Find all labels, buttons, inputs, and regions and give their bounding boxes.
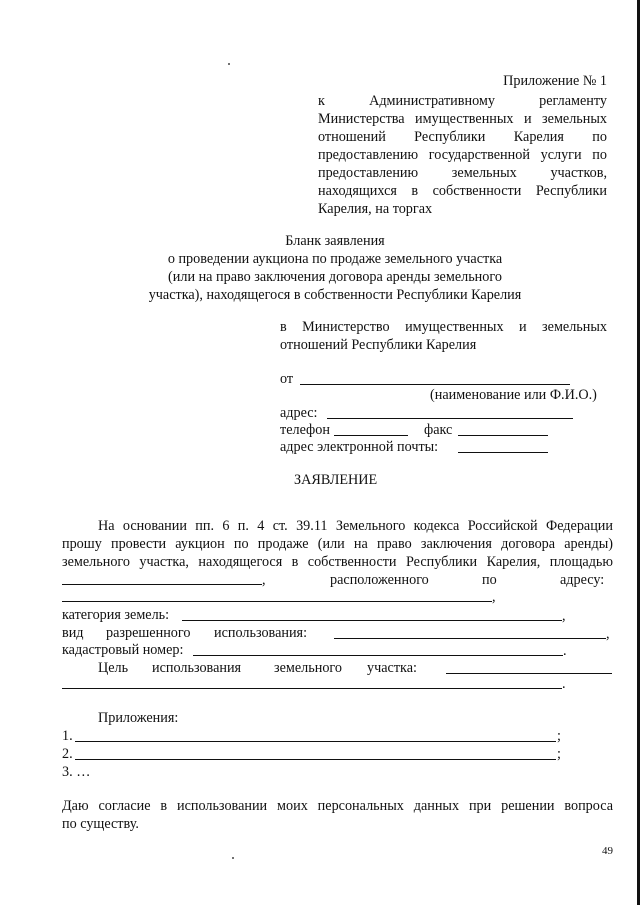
punctuation: ; <box>557 746 561 762</box>
from-label: от <box>280 371 294 387</box>
addressee-line: в Министерство имущественных и земельных <box>280 319 607 335</box>
phone-field[interactable] <box>334 435 408 436</box>
fax-field[interactable] <box>458 435 548 436</box>
email-field[interactable] <box>458 452 548 453</box>
fax-label: факс <box>424 422 453 438</box>
punctuation: . <box>563 643 567 659</box>
land-category-field[interactable] <box>182 620 562 621</box>
scan-speck <box>232 857 234 859</box>
appendix-line: находящихся в собственности Республики <box>318 183 607 199</box>
from-field[interactable] <box>300 384 570 385</box>
appendix-title: Приложение № 1 <box>503 73 607 89</box>
purpose-word: земельного <box>274 660 342 676</box>
consent-line: по существу. <box>62 816 139 832</box>
body-line: На основании пп. 6 п. 4 ст. 39.11 Земельного кодекса Российской Федерации <box>98 518 613 534</box>
purpose-field[interactable] <box>446 673 612 674</box>
located-word: расположенного <box>330 572 429 588</box>
punctuation: , <box>606 626 610 642</box>
attachment-field[interactable] <box>75 759 556 760</box>
punctuation: , <box>492 589 496 605</box>
purpose-word: Цель <box>98 660 129 676</box>
permitted-use-field[interactable] <box>334 638 606 639</box>
address-field[interactable] <box>327 418 573 419</box>
address-word: адресу: <box>560 572 605 588</box>
appendix-line: Министерства имущественных и земельных <box>318 111 607 127</box>
cadastral-label: кадастровый номер: <box>62 642 184 658</box>
purpose-word: участка: <box>367 660 417 676</box>
from-hint: (наименование или Ф.И.О.) <box>430 387 597 403</box>
consent-line: Даю согласие в использовании моих персональных данных при решении вопроса <box>62 798 613 814</box>
permitted-use-word: вид <box>62 625 84 641</box>
by-word: по <box>482 572 497 588</box>
appendix-line: к Административному регламенту <box>318 93 607 109</box>
attachment-field[interactable] <box>75 741 556 742</box>
appendix-line: предоставлению земельных участков, <box>318 165 607 181</box>
phone-label: телефон <box>280 422 330 438</box>
body-line: земельного участка, находящегося в собственности Республики Карелия, площадью <box>62 554 613 570</box>
address-label: адрес: <box>280 405 318 421</box>
appendix-line: отношений Республики Карелия по <box>318 129 607 145</box>
attachment-number: 1. <box>62 728 73 744</box>
punctuation: . <box>562 676 566 692</box>
appendix-line: Карелия, на торгах <box>318 201 433 217</box>
punctuation: , <box>562 608 566 624</box>
attachment-number: 3. … <box>62 764 91 780</box>
punctuation: ; <box>557 728 561 744</box>
attachment-number: 2. <box>62 746 73 762</box>
scan-speck <box>228 63 230 65</box>
body-line: прошу провести аукцион по продаже (или на право заключения договора аренды) <box>62 536 613 552</box>
statement-heading: ЗАЯВЛЕНИЕ <box>294 472 378 488</box>
area-field[interactable] <box>62 584 262 585</box>
form-title-line: о проведении аукциона по продаже земельного участка <box>167 251 503 267</box>
permitted-use-word: разрешенного <box>106 625 191 641</box>
purpose-field-continued[interactable] <box>62 688 562 689</box>
permitted-use-word: использования: <box>214 625 308 641</box>
addressee-line: отношений Республики Карелия <box>280 337 477 353</box>
land-address-field[interactable] <box>62 601 492 602</box>
attachments-title: Приложения: <box>98 710 179 726</box>
form-title-line: Бланк заявления <box>285 233 385 249</box>
page-number: 49 <box>602 845 613 857</box>
cadastral-field[interactable] <box>193 655 563 656</box>
land-category-label: категория земель: <box>62 607 170 623</box>
appendix-line: предоставлению государственной услуги по <box>318 147 607 163</box>
form-title-line: (или на право заключения договора аренды земельного <box>168 269 502 285</box>
email-label: адрес электронной почты: <box>280 439 439 455</box>
form-title-line: участка), находящегося в собственности Республики Карелия <box>148 287 522 303</box>
purpose-word: использования <box>152 660 242 676</box>
punctuation: , <box>262 572 266 588</box>
